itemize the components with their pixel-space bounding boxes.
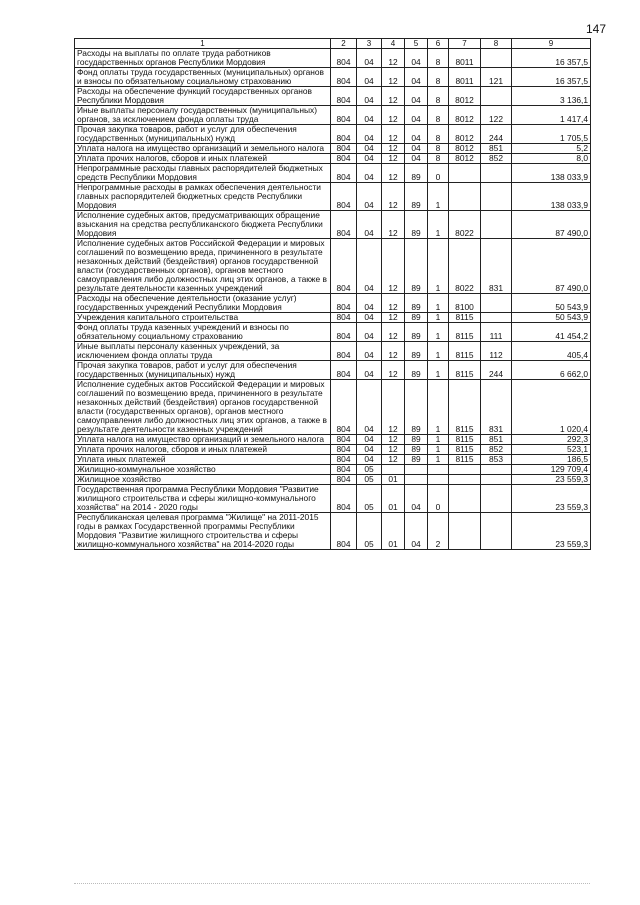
row-amount: 1 705,5: [512, 125, 591, 144]
row-code: 04: [357, 164, 382, 183]
row-code: 1: [428, 455, 449, 465]
row-code: 804: [331, 125, 357, 144]
row-code: [481, 485, 512, 513]
row-code: 804: [331, 294, 357, 313]
row-code: 04: [357, 294, 382, 313]
row-code: 852: [481, 445, 512, 455]
row-description: Исполнение судебных актов Российской Федерации и мировых соглашений по возмещению вреда, причиненного в результате незаконных действий (бездействия) органов государственной власти (государственных органов), органов местного самоуправления либо должностных лиц этих органов, а также в результате деятельности казенных учреждений: [75, 239, 331, 294]
row-amount: 41 454,2: [512, 323, 591, 342]
row-code: 8: [428, 49, 449, 68]
row-code: 04: [405, 87, 428, 106]
row-description: Расходы на обеспечение функций государственных органов Республики Мордовия: [75, 87, 331, 106]
row-code: 04: [357, 87, 382, 106]
row-code: 1: [428, 435, 449, 445]
row-code: 1: [428, 239, 449, 294]
row-code: 804: [331, 239, 357, 294]
row-code: 04: [357, 68, 382, 87]
row-code: 12: [382, 144, 405, 154]
row-code: 04: [357, 361, 382, 380]
row-amount: 23 559,3: [512, 513, 591, 550]
row-code: 12: [382, 183, 405, 211]
row-code: 112: [481, 342, 512, 361]
row-code: 1: [428, 445, 449, 455]
row-code: [449, 465, 481, 475]
row-amount: 138 033,9: [512, 164, 591, 183]
column-header: 3: [357, 39, 382, 49]
row-code: [481, 294, 512, 313]
row-description: Жилищно-коммунальное хозяйство: [75, 465, 331, 475]
row-description: Непрограммные расходы в рамках обеспечения деятельности главных распорядителей бюджетных средств Республики Мордовия: [75, 183, 331, 211]
row-code: [405, 465, 428, 475]
row-code: 804: [331, 183, 357, 211]
row-code: 12: [382, 361, 405, 380]
row-description: Непрограммные расходы главных распорядителей бюджетных средств Республики Мордовия: [75, 164, 331, 183]
row-code: 04: [357, 323, 382, 342]
row-code: 8115: [449, 455, 481, 465]
row-code: 1: [428, 211, 449, 239]
row-description: Иные выплаты персоналу казенных учреждений, за исключением фонда оплаты труда: [75, 342, 331, 361]
row-code: [481, 513, 512, 550]
table-row: [75, 445, 591, 455]
row-code: 05: [357, 465, 382, 475]
row-code: 8115: [449, 435, 481, 445]
row-code: 804: [331, 342, 357, 361]
table-row: [75, 513, 591, 550]
row-code: [481, 87, 512, 106]
row-code: 8022: [449, 239, 481, 294]
row-description: Учреждения капитального строительства: [75, 313, 331, 323]
column-header: 2: [331, 39, 357, 49]
table-row: [75, 154, 591, 164]
row-code: 804: [331, 49, 357, 68]
row-code: 12: [382, 342, 405, 361]
row-code: 04: [357, 125, 382, 144]
row-description: Прочая закупка товаров, работ и услуг для обеспечения государственных (муниципальных) нужд: [75, 361, 331, 380]
row-amount: 23 559,3: [512, 485, 591, 513]
row-code: 8100: [449, 294, 481, 313]
row-description: Уплата налога на имущество организаций и земельного налога: [75, 435, 331, 445]
row-code: 804: [331, 211, 357, 239]
row-code: 2: [428, 513, 449, 550]
row-code: 122: [481, 106, 512, 125]
row-code: 1: [428, 342, 449, 361]
row-code: 89: [405, 313, 428, 323]
row-code: 8115: [449, 323, 481, 342]
row-code: 1: [428, 380, 449, 435]
row-code: 8011: [449, 68, 481, 87]
table-row: [75, 342, 591, 361]
row-amount: 292,3: [512, 435, 591, 445]
row-code: 8: [428, 154, 449, 164]
row-description: Исполнение судебных актов, предусматривающих обращение взыскания на средства республиканского бюджета Республики Мордовия: [75, 211, 331, 239]
row-code: 89: [405, 380, 428, 435]
row-code: 04: [357, 239, 382, 294]
row-code: 8: [428, 125, 449, 144]
row-code: 111: [481, 323, 512, 342]
row-amount: 5,2: [512, 144, 591, 154]
row-code: 12: [382, 211, 405, 239]
row-amount: 50 543,9: [512, 294, 591, 313]
row-code: 244: [481, 361, 512, 380]
row-code: 8012: [449, 106, 481, 125]
row-code: 8012: [449, 144, 481, 154]
row-code: 804: [331, 164, 357, 183]
row-description: Фонд оплаты труда государственных (муниципальных) органов и взносы по обязательному социальному страхованию: [75, 68, 331, 87]
row-code: 831: [481, 239, 512, 294]
table-row: [75, 313, 591, 323]
row-code: 244: [481, 125, 512, 144]
row-code: [481, 475, 512, 485]
row-code: 8012: [449, 154, 481, 164]
row-code: [481, 49, 512, 68]
row-code: 89: [405, 239, 428, 294]
row-code: 04: [357, 380, 382, 435]
row-code: 8115: [449, 313, 481, 323]
row-code: 04: [357, 49, 382, 68]
row-code: 12: [382, 106, 405, 125]
row-code: 01: [382, 485, 405, 513]
row-code: 12: [382, 435, 405, 445]
row-code: 04: [405, 513, 428, 550]
row-code: 8012: [449, 125, 481, 144]
table-row: [75, 475, 591, 485]
row-code: 12: [382, 294, 405, 313]
page-bottom-edge: [74, 883, 590, 885]
row-code: 852: [481, 154, 512, 164]
row-code: 851: [481, 144, 512, 154]
row-code: 804: [331, 154, 357, 164]
row-code: 04: [357, 183, 382, 211]
row-amount: 186,5: [512, 455, 591, 465]
row-code: 1: [428, 313, 449, 323]
row-code: 12: [382, 323, 405, 342]
row-code: 8115: [449, 445, 481, 455]
row-code: 1: [428, 183, 449, 211]
row-code: 804: [331, 323, 357, 342]
row-code: 12: [382, 164, 405, 183]
row-code: 804: [331, 361, 357, 380]
row-code: 04: [357, 313, 382, 323]
row-code: [449, 513, 481, 550]
row-description: Республиканская целевая программа "Жилище" на 2011-2015 годы в рамках Государственной программы Республики Мордовия "Развитие жилищного строительства и сферы жилищно-коммунального хозяйства" на 2014-2020 годы: [75, 513, 331, 550]
row-code: 89: [405, 435, 428, 445]
table-row: [75, 239, 591, 294]
header-row: [75, 39, 591, 49]
row-code: 851: [481, 435, 512, 445]
row-amount: 23 559,3: [512, 475, 591, 485]
row-code: [481, 313, 512, 323]
row-code: 8012: [449, 87, 481, 106]
row-code: [449, 183, 481, 211]
table-row: [75, 211, 591, 239]
row-amount: 138 033,9: [512, 183, 591, 211]
table-row: [75, 455, 591, 465]
table-row: [75, 125, 591, 144]
row-code: 04: [357, 106, 382, 125]
row-amount: 87 490,0: [512, 239, 591, 294]
row-code: 804: [331, 465, 357, 475]
row-code: 05: [357, 475, 382, 485]
row-code: 04: [405, 49, 428, 68]
row-amount: 1 020,4: [512, 380, 591, 435]
row-amount: 6 662,0: [512, 361, 591, 380]
row-code: 804: [331, 485, 357, 513]
row-code: 0: [428, 164, 449, 183]
row-code: 04: [357, 211, 382, 239]
row-code: 804: [331, 144, 357, 154]
row-code: [405, 475, 428, 485]
row-code: 1: [428, 361, 449, 380]
row-amount: 8,0: [512, 154, 591, 164]
row-code: 12: [382, 313, 405, 323]
row-code: 0: [428, 485, 449, 513]
row-amount: 87 490,0: [512, 211, 591, 239]
row-code: [481, 465, 512, 475]
row-code: 12: [382, 68, 405, 87]
row-code: 89: [405, 183, 428, 211]
column-header: 8: [481, 39, 512, 49]
row-code: 8: [428, 68, 449, 87]
row-code: 89: [405, 361, 428, 380]
row-amount: 129 709,4: [512, 465, 591, 475]
row-code: 853: [481, 455, 512, 465]
table-row: [75, 380, 591, 435]
row-description: Расходы на выплаты по оплате труда работников государственных органов Республики Мордовия: [75, 49, 331, 68]
row-code: 04: [357, 154, 382, 164]
row-code: 8115: [449, 361, 481, 380]
row-code: 804: [331, 87, 357, 106]
row-code: 804: [331, 445, 357, 455]
row-code: 04: [405, 106, 428, 125]
table-row: [75, 164, 591, 183]
row-code: 12: [382, 380, 405, 435]
row-code: 04: [405, 68, 428, 87]
row-code: 05: [357, 513, 382, 550]
row-code: 04: [357, 342, 382, 361]
row-code: 89: [405, 455, 428, 465]
row-code: [449, 485, 481, 513]
row-amount: 523,1: [512, 445, 591, 455]
row-code: 12: [382, 239, 405, 294]
row-description: Государственная программа Республики Мордовия "Развитие жилищного строительства и сферы жилищно-коммунального хозяйства" на 2014 - 2020 годы: [75, 485, 331, 513]
row-code: 8: [428, 106, 449, 125]
row-code: [428, 475, 449, 485]
table-row: [75, 68, 591, 87]
row-code: 89: [405, 211, 428, 239]
row-amount: 3 136,1: [512, 87, 591, 106]
row-code: 8022: [449, 211, 481, 239]
table-row: [75, 87, 591, 106]
row-code: 89: [405, 164, 428, 183]
row-code: 8: [428, 87, 449, 106]
row-code: 804: [331, 455, 357, 465]
table-row: [75, 49, 591, 68]
row-code: 804: [331, 68, 357, 87]
row-code: 121: [481, 68, 512, 87]
row-code: [382, 465, 405, 475]
table-row: [75, 465, 591, 475]
row-code: 804: [331, 313, 357, 323]
row-code: [449, 475, 481, 485]
row-description: Фонд оплаты труда казенных учреждений и взносы по обязательному социальному страхованию: [75, 323, 331, 342]
column-header: 5: [405, 39, 428, 49]
table-row: [75, 485, 591, 513]
row-code: 04: [405, 485, 428, 513]
row-code: [481, 183, 512, 211]
table-row: [75, 435, 591, 445]
row-code: 89: [405, 323, 428, 342]
row-description: Исполнение судебных актов Российской Федерации и мировых соглашений по возмещению вреда, причиненного в результате незаконных действий (бездействия) органов государственной власти (государственных органов), органов местного самоуправления либо должностных лиц этих органов, а также в результате деятельности казенных учреждений: [75, 380, 331, 435]
row-code: 12: [382, 49, 405, 68]
row-code: 04: [357, 144, 382, 154]
row-code: 04: [357, 445, 382, 455]
row-code: 1: [428, 323, 449, 342]
row-code: 1: [428, 294, 449, 313]
row-code: [481, 164, 512, 183]
row-code: 804: [331, 513, 357, 550]
row-code: 12: [382, 125, 405, 144]
row-code: 01: [382, 475, 405, 485]
row-description: Уплата прочих налогов, сборов и иных платежей: [75, 445, 331, 455]
row-code: 804: [331, 435, 357, 445]
row-description: Расходы на обеспечение деятельности (оказание услуг) государственных учреждений Республики Мордовия: [75, 294, 331, 313]
row-code: 8011: [449, 49, 481, 68]
column-header: 7: [449, 39, 481, 49]
table-row: [75, 361, 591, 380]
row-code: 04: [405, 144, 428, 154]
column-header: 4: [382, 39, 405, 49]
row-code: 12: [382, 455, 405, 465]
budget-table: [74, 38, 591, 550]
row-code: 12: [382, 87, 405, 106]
row-description: Уплата иных платежей: [75, 455, 331, 465]
table-row: [75, 183, 591, 211]
table-body: [75, 49, 591, 550]
row-code: 12: [382, 445, 405, 455]
row-code: 8115: [449, 342, 481, 361]
column-header: 6: [428, 39, 449, 49]
row-code: 89: [405, 294, 428, 313]
page-number: 147: [586, 22, 607, 36]
row-code: 8115: [449, 380, 481, 435]
row-amount: 16 357,5: [512, 49, 591, 68]
row-code: 04: [405, 154, 428, 164]
column-header: 9: [512, 39, 591, 49]
row-description: Прочая закупка товаров, работ и услуг для обеспечения государственных (муниципальных) нужд: [75, 125, 331, 144]
row-code: [481, 211, 512, 239]
row-code: [428, 465, 449, 475]
row-code: 804: [331, 106, 357, 125]
row-code: 8: [428, 144, 449, 154]
table-row: [75, 144, 591, 154]
column-header: 1: [75, 39, 331, 49]
row-code: 831: [481, 380, 512, 435]
row-code: 89: [405, 342, 428, 361]
row-code: 804: [331, 475, 357, 485]
row-code: 04: [357, 455, 382, 465]
row-code: 04: [405, 125, 428, 144]
row-code: [449, 164, 481, 183]
table-row: [75, 323, 591, 342]
row-amount: 16 357,5: [512, 68, 591, 87]
row-code: 804: [331, 380, 357, 435]
table-row: [75, 106, 591, 125]
row-code: 12: [382, 154, 405, 164]
row-code: 04: [357, 435, 382, 445]
row-code: 89: [405, 445, 428, 455]
row-description: Уплата налога на имущество организаций и земельного налога: [75, 144, 331, 154]
row-code: 05: [357, 485, 382, 513]
row-amount: 405,4: [512, 342, 591, 361]
row-description: Жилищное хозяйство: [75, 475, 331, 485]
row-amount: 50 543,9: [512, 313, 591, 323]
row-code: 01: [382, 513, 405, 550]
table-row: [75, 294, 591, 313]
row-description: Уплата прочих налогов, сборов и иных платежей: [75, 154, 331, 164]
row-description: Иные выплаты персоналу государственных (муниципальных) органов, за исключением фонда оплаты труда: [75, 106, 331, 125]
row-amount: 1 417,4: [512, 106, 591, 125]
